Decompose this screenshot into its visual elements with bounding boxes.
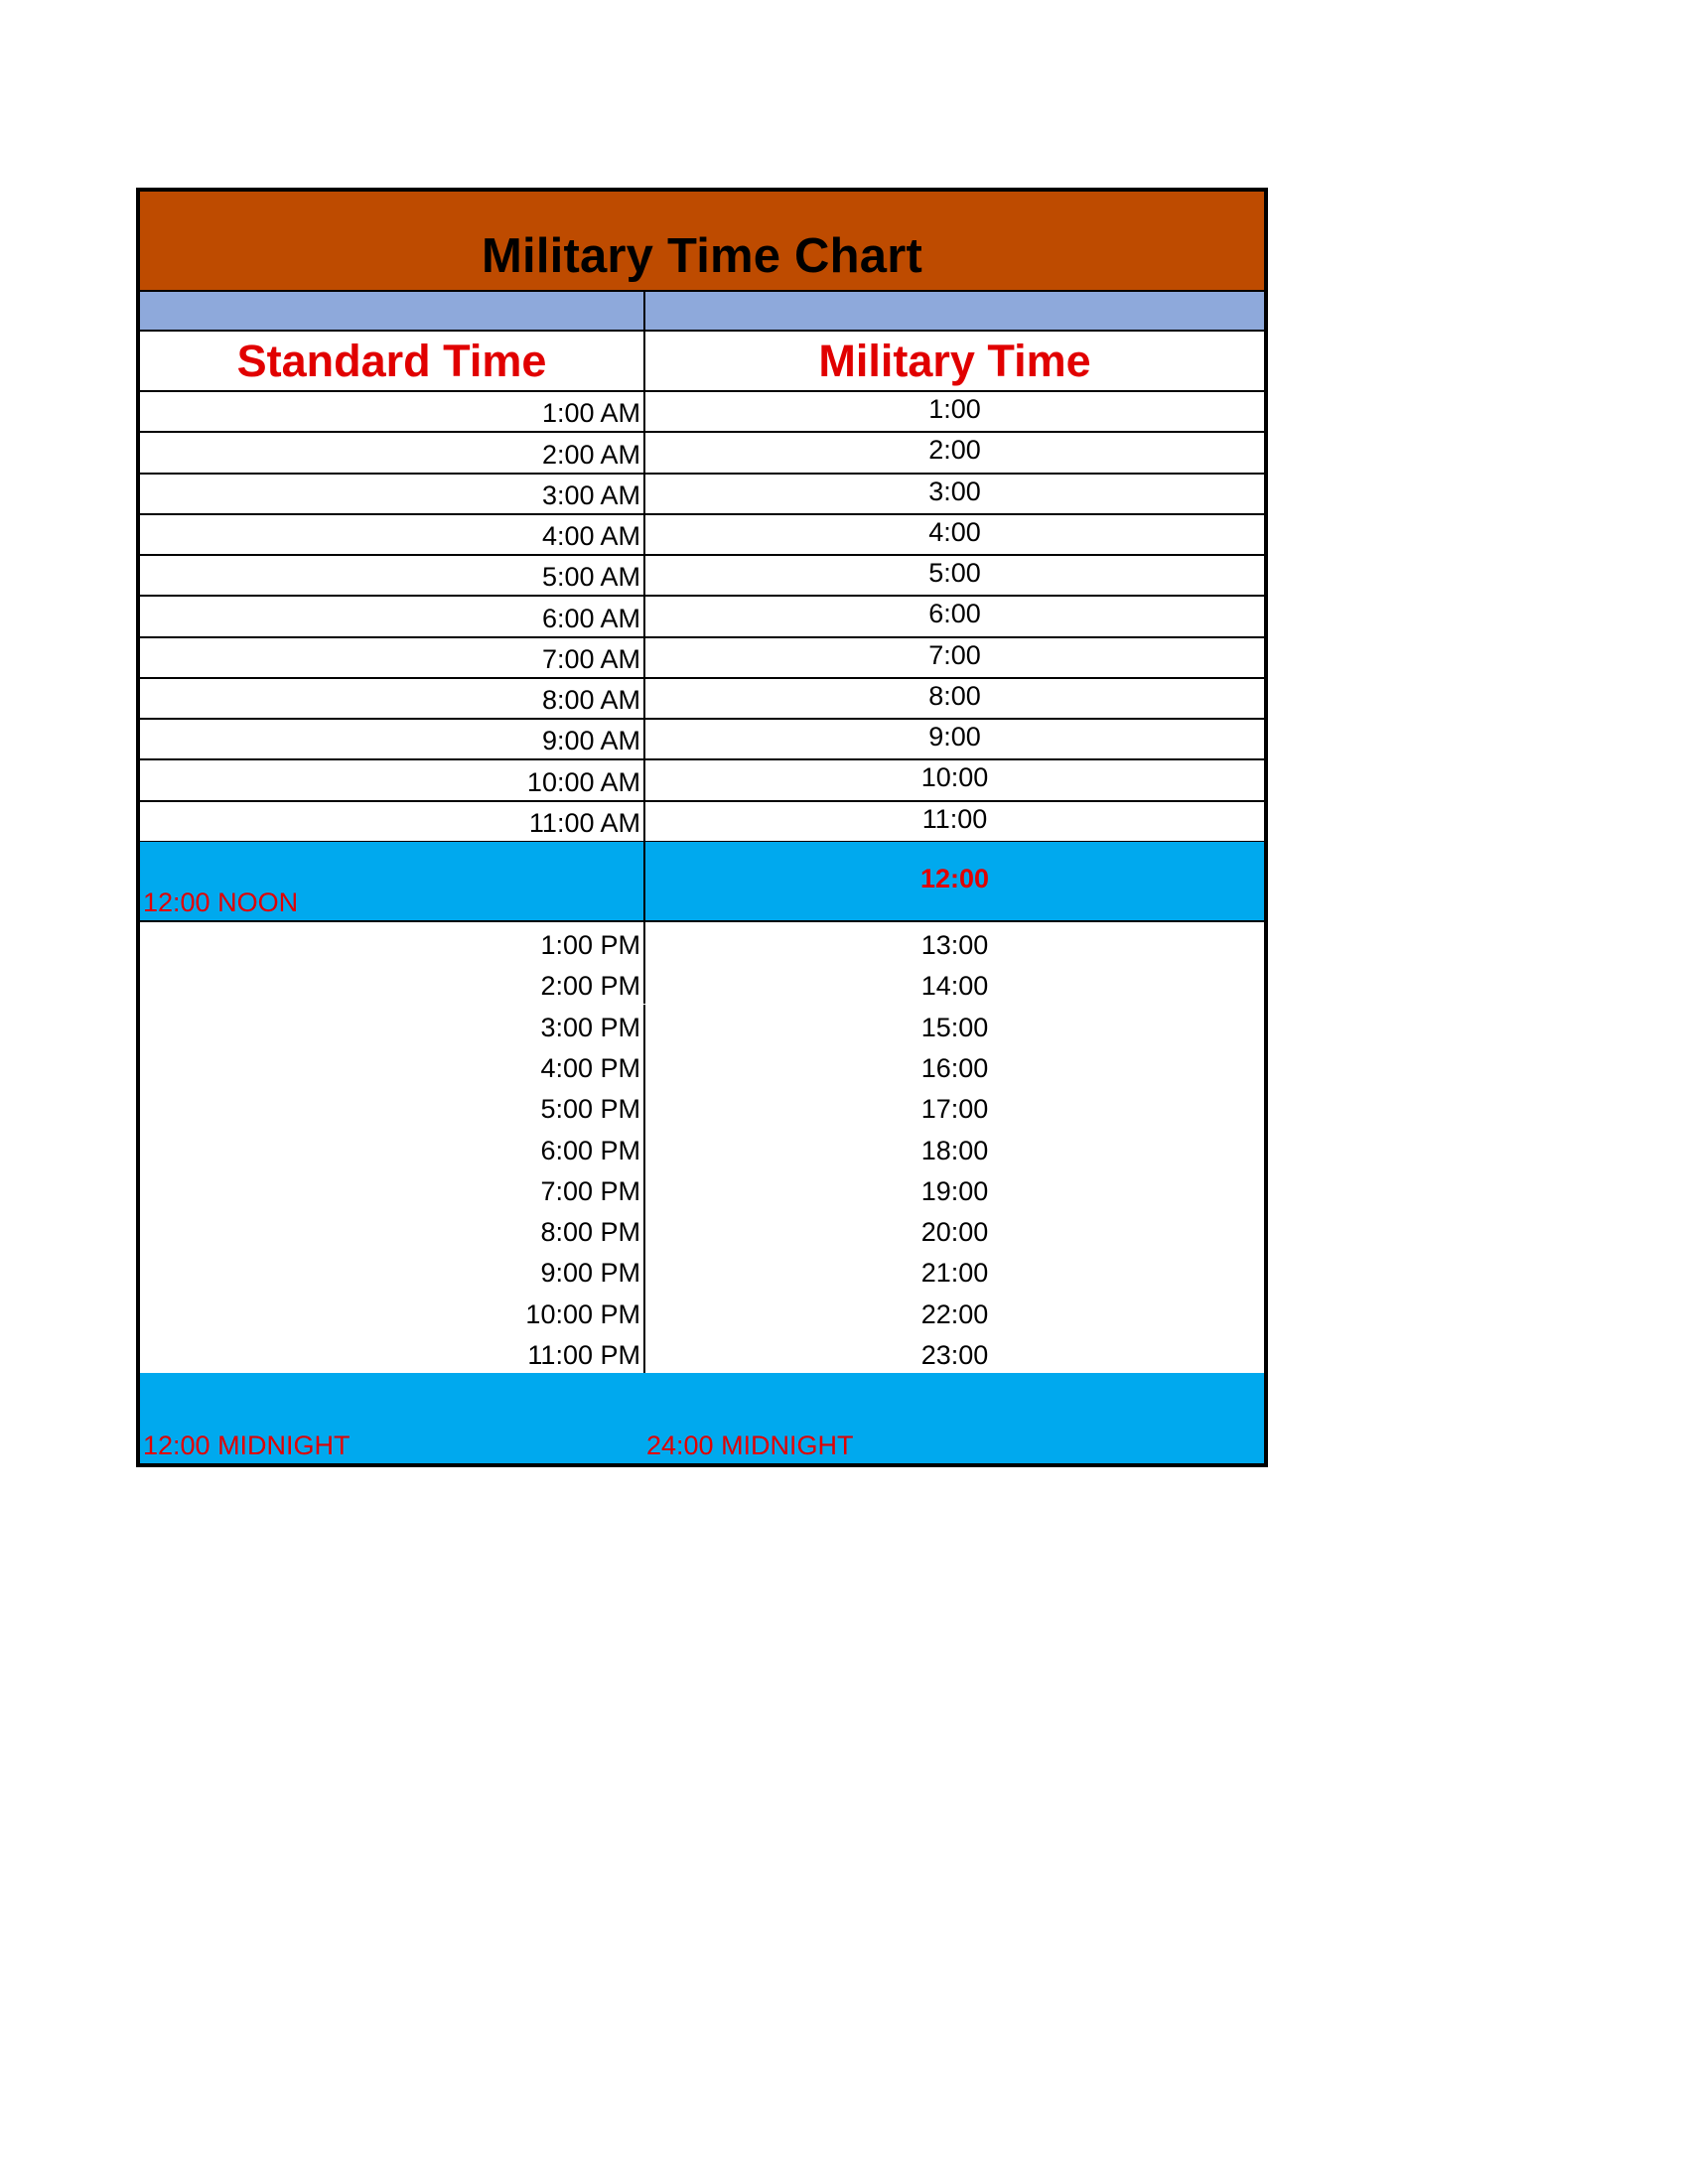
military-time-cell: 21:00 (643, 1250, 1264, 1291)
chart-title: Military Time Chart (481, 229, 922, 283)
table-row (140, 392, 1264, 433)
military-time-cell: 6:00 (643, 597, 1264, 635)
table-row (140, 1005, 1264, 1045)
midnight-row (140, 1373, 1264, 1463)
table-row (140, 760, 1264, 801)
standard-time-cell: 3:00 PM (540, 1012, 640, 1042)
table-row (140, 802, 1264, 843)
standard-time-header: Standard Time (236, 336, 547, 386)
spacer-cell-military (643, 292, 1264, 330)
military-time-cell: 18:00 (643, 1127, 1264, 1167)
military-time-header: Military Time (643, 332, 1264, 390)
table-row (140, 963, 1264, 1004)
military-time-cell: 14:00 (643, 963, 1264, 1004)
table-row (140, 433, 1264, 474)
table-row (140, 720, 1264, 760)
military-time-cell: 3:00 (643, 475, 1264, 513)
standard-time-cell: 1:00 PM (540, 930, 640, 961)
standard-time-cell: 7:00 AM (541, 643, 640, 674)
military-time-cell: 1:00 (643, 392, 1264, 431)
table-row (140, 597, 1264, 637)
military-time-cell: 23:00 (643, 1332, 1264, 1373)
table-row (140, 1291, 1264, 1331)
standard-time-cell: 5:00 AM (541, 562, 640, 593)
table-row (140, 1250, 1264, 1291)
standard-time-cell: 6:00 AM (541, 603, 640, 633)
title-row (140, 192, 1264, 292)
noon-military-cell: 12:00 (643, 842, 1264, 920)
military-time-cell: 9:00 (643, 720, 1264, 758)
military-time-cell: 7:00 (643, 638, 1264, 677)
standard-time-cell: 3:00 AM (541, 479, 640, 510)
military-time-chart (136, 188, 1268, 1467)
standard-time-cell: 2:00 PM (540, 971, 640, 1002)
table-row (140, 1086, 1264, 1127)
table-row (140, 1209, 1264, 1250)
standard-time-cell: 10:00 AM (526, 766, 640, 797)
standard-time-cell: 8:00 AM (541, 685, 640, 716)
military-time-cell: 20:00 (643, 1209, 1264, 1250)
military-time-cell: 16:00 (643, 1045, 1264, 1086)
table-row (140, 515, 1264, 556)
midnight-standard-cell: 12:00 MIDNIGHT (143, 1431, 351, 1460)
standard-time-cell: 11:00 PM (527, 1339, 640, 1370)
military-time-cell: 15:00 (643, 1005, 1264, 1045)
table-row (140, 922, 1264, 963)
column-header-row (140, 332, 1264, 392)
standard-time-cell: 7:00 PM (540, 1175, 640, 1206)
table-row (140, 1168, 1264, 1209)
standard-time-cell: 4:00 PM (540, 1053, 640, 1083)
table-row (140, 638, 1264, 679)
noon-standard-cell: 12:00 NOON (143, 887, 299, 917)
standard-time-cell: 6:00 PM (540, 1135, 640, 1165)
military-time-cell: 4:00 (643, 515, 1264, 554)
military-time-cell: 19:00 (643, 1168, 1264, 1209)
military-time-cell: 13:00 (643, 922, 1264, 963)
military-time-cell: 10:00 (643, 760, 1264, 799)
military-time-cell: 11:00 (643, 802, 1264, 841)
table-row (140, 475, 1264, 515)
midnight-military-cell: 24:00 MIDNIGHT (646, 1431, 854, 1460)
military-time-cell: 5:00 (643, 556, 1264, 595)
standard-time-cell: 11:00 AM (528, 808, 640, 839)
noon-row (140, 842, 1264, 922)
table-row (140, 1127, 1264, 1167)
standard-time-cell: 5:00 PM (540, 1094, 640, 1125)
table-row (140, 1045, 1264, 1086)
standard-time-cell: 2:00 AM (541, 439, 640, 470)
military-time-cell: 2:00 (643, 433, 1264, 472)
military-time-cell: 8:00 (643, 679, 1264, 718)
military-time-cell: 22:00 (643, 1291, 1264, 1331)
spacer-row (140, 292, 1264, 332)
table-row (140, 556, 1264, 597)
standard-time-cell: 9:00 PM (540, 1258, 640, 1289)
standard-time-cell: 9:00 AM (541, 726, 640, 756)
standard-time-cell: 10:00 PM (525, 1298, 640, 1329)
spacer-cell-standard (140, 292, 643, 330)
table-row (140, 679, 1264, 720)
table-row (140, 1332, 1264, 1373)
standard-time-cell: 1:00 AM (541, 398, 640, 429)
standard-time-cell: 8:00 PM (540, 1217, 640, 1248)
military-time-cell: 17:00 (643, 1086, 1264, 1127)
standard-time-cell: 4:00 AM (541, 521, 640, 552)
